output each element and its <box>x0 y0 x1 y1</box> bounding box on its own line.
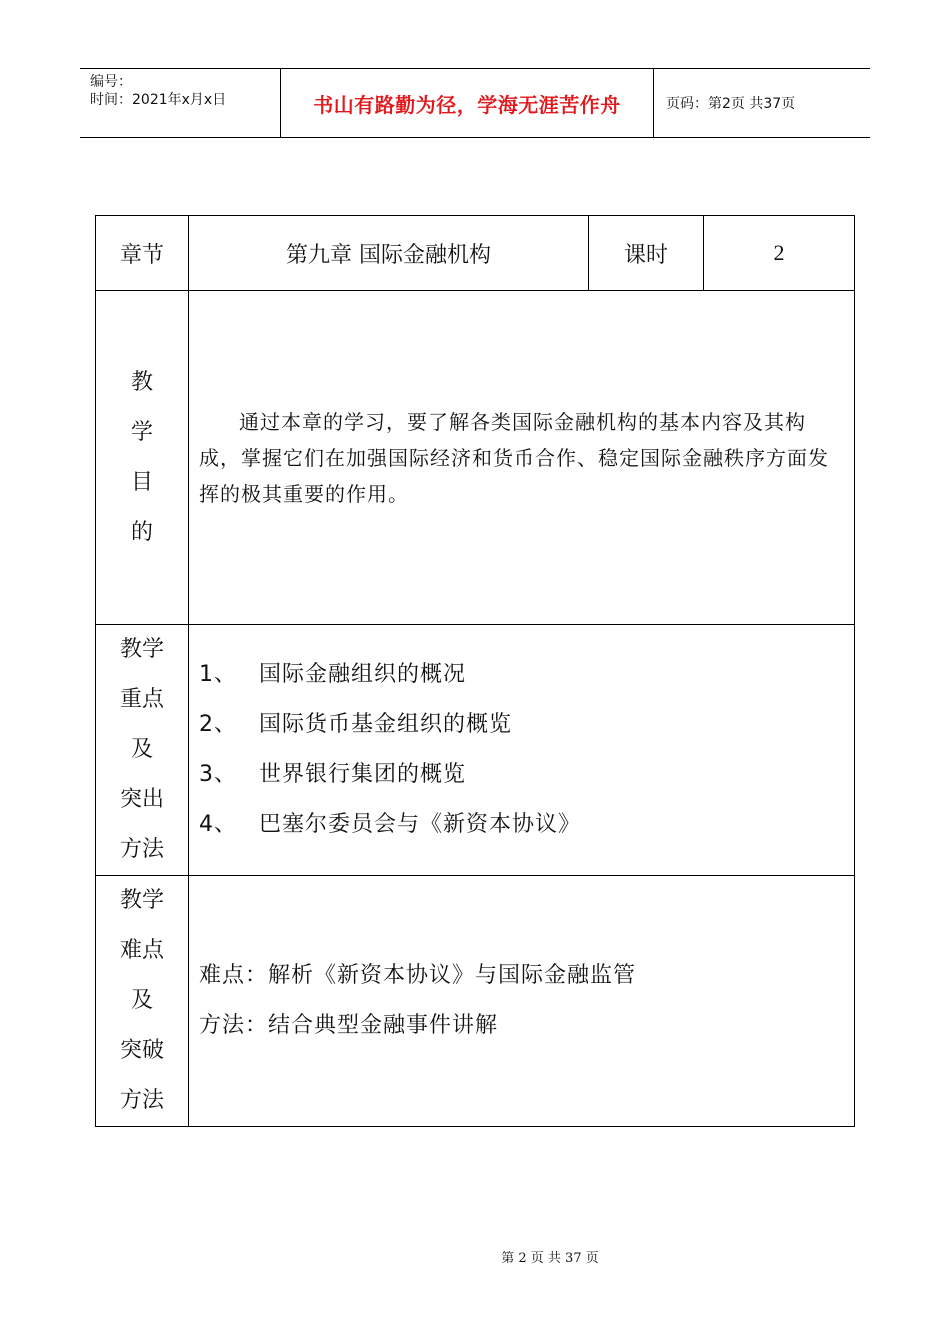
number-label: 编号： <box>90 74 132 90</box>
header-meta <box>80 69 281 137</box>
list-item-text: 世界银行集团的概览 <box>259 762 467 787</box>
list-item-text: 国际货币基金组织的概览 <box>259 712 513 737</box>
chapter-title: 第九章 国际金融机构 <box>189 216 589 291</box>
key-points-content <box>189 625 855 876</box>
key-points-label <box>96 625 189 876</box>
key-points-label-line: 方法 <box>119 837 164 862</box>
list-item <box>199 700 844 750</box>
page-header <box>80 68 870 138</box>
objective-row <box>96 291 855 625</box>
objective-label-char: 学 <box>130 419 153 445</box>
key-points-label-line: 突出 <box>119 787 164 812</box>
key-points-label-line: 及 <box>130 737 153 762</box>
list-item <box>199 650 844 700</box>
difficulties-content <box>189 876 855 1127</box>
hours-value: 2 <box>704 216 855 291</box>
key-points-label-line: 重点 <box>119 687 164 712</box>
difficulties-label-line: 教学 <box>119 888 164 913</box>
header-page-info: 页码：第2页 共37页 <box>666 96 796 112</box>
difficulties-label-line: 难点 <box>119 938 164 963</box>
difficulties-row <box>96 876 855 1127</box>
list-item-number: 4、 <box>199 812 237 837</box>
hours-label: 课时 <box>589 216 704 291</box>
difficulties-label-line: 方法 <box>119 1088 164 1113</box>
key-points-label-line: 教学 <box>119 637 164 662</box>
chapter-row <box>96 216 855 291</box>
time-label: 时间：2021年x月x日 <box>90 92 227 108</box>
list-item <box>199 800 844 850</box>
objective-label-char: 目 <box>130 469 153 495</box>
objective-text: 通过本章的学习，要了解各类国际金融机构的基本内容及其构成，掌握它们在加强国际经济和货币合作、稳定国际金融秩序方面发挥的极其重要的作用。 <box>199 409 829 506</box>
objective-label-char: 教 <box>130 369 153 395</box>
method-text: 方法：结合典型金融事件讲解 <box>199 1013 499 1038</box>
difficulties-label-line: 突破 <box>119 1038 164 1063</box>
objective-label <box>96 291 189 625</box>
difficulties-label <box>96 876 189 1127</box>
list-item <box>199 750 844 800</box>
list-item-number: 2、 <box>199 712 237 737</box>
list-item-text: 国际金融组织的概况 <box>259 662 467 687</box>
chapter-label: 章节 <box>96 216 189 291</box>
list-item-number: 3、 <box>199 762 237 787</box>
objective-content <box>189 291 855 625</box>
key-points-row <box>96 625 855 876</box>
lesson-plan-table <box>95 215 855 1127</box>
list-item-text: 巴塞尔委员会与《新资本协议》 <box>259 812 582 837</box>
objective-label-char: 的 <box>130 519 153 545</box>
difficulties-label-line: 及 <box>130 988 153 1013</box>
list-item-number: 1、 <box>199 662 237 687</box>
difficulty-text: 难点：解析《新资本协议》与国际金融监管 <box>199 963 637 988</box>
header-motto: 书山有路勤为径，学海无涯苦作舟 <box>281 69 654 137</box>
page-footer: 第 2 页 共 37 页 <box>501 1251 599 1266</box>
